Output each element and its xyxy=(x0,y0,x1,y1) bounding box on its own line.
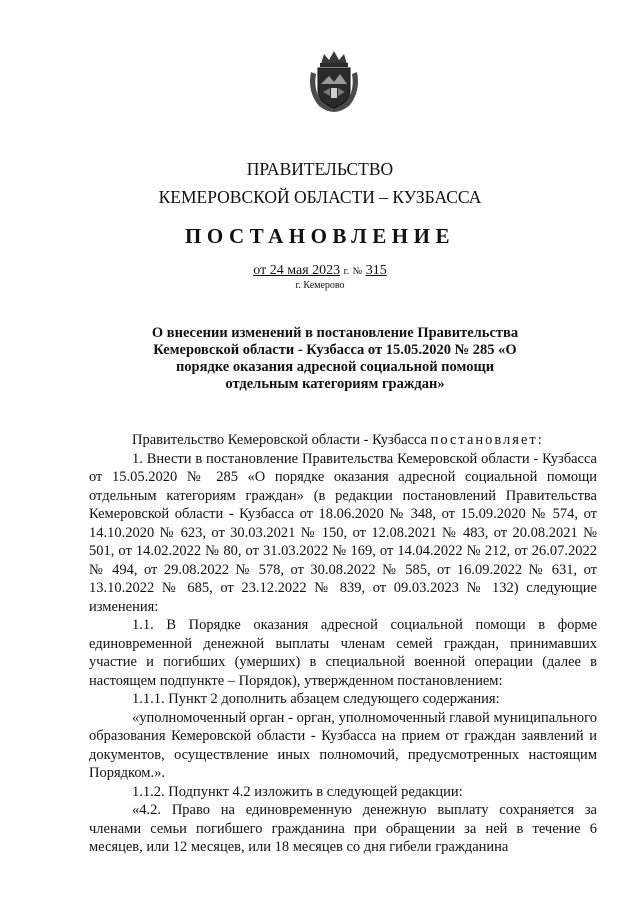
organization-name-line2: КЕМЕРОВСКОЙ ОБЛАСТИ – КУЗБАССА xyxy=(158,187,482,207)
document-city: г. Кемерово xyxy=(295,280,345,291)
document-date-number xyxy=(0,263,640,279)
document-body xyxy=(89,431,597,857)
intro-text: Правительство Кемеровской области - Кузбасса xyxy=(132,432,427,448)
document-title: О внесении изменений в постановление Правительства Кемеровской области - Кузбасса от 15.05.2020 № 285 «О порядке оказания адресной социальной помощи отдельным категориям граждан» xyxy=(151,325,519,392)
intro-verb: постановляет: xyxy=(430,432,544,448)
date-year-suffix: г. xyxy=(343,266,350,277)
paragraph-1-1-2: 1.1.2. Подпункт 4.2 изложить в следующей редакции: xyxy=(132,783,463,800)
paragraph-1-1-1: 1.1.1. Пункт 2 дополнить абзацем следующего содержания: xyxy=(132,691,500,707)
document-date: от 24 мая 2023 xyxy=(253,263,341,278)
coat-of-arms-emblem xyxy=(305,48,363,114)
paragraph-4-2: «4.2. Право на единовременную денежную выплату сохраняется за членами семьи погибшего гражданина при обращении за ней в течение 6 месяцев, или 12 месяцев, или 18 месяцев со дня гибели гражданина xyxy=(89,802,597,855)
paragraph-1-1: 1.1. В Порядке оказания адресной социальной помощи в форме единовременной денежной выплаты членам семей граждан, принимавших участие и погибших (умерших) в специальной военной операции (далее в настоящем подпункте – Порядок), утвержденном постановлением: xyxy=(89,617,597,689)
document-type-heading: ПОСТАНОВЛЕНИЕ xyxy=(185,224,455,248)
number-sign: № xyxy=(352,266,363,277)
coat-of-arms-icon xyxy=(305,48,363,114)
paragraph-1: 1. Внести в постановление Правительства Кемеровской области - Кузбасса от 15.05.2020 № 285 «О порядке оказания адресной социальной помощи отдельным категориям граждан» (в редакции постановлений Правительства Кемеровской области - Кузбасса от 18.06.2020 № 348, от 15.09.2020 № 574, от 14.10.2020 № 623, от 30.03.2021 № 150, от 12.08.2021 № 483, от 20.08.2021 № 501, от 14.02.2022 № 80, от 31.03.2022 № 169, от 14.04.2022 № 212, от 26.07.2022 № 494, от 29.08.2022 № 578, от 30.08.2022 № 585, от 16.09.2022 № 631, от 13.10.2022 № 685, от 23.12.2022 № 839, от 09.03.2023 № 132) следующие изменения: xyxy=(89,450,597,615)
intro-paragraph xyxy=(89,431,597,450)
organization-name-line1: ПРАВИТЕЛЬСТВО xyxy=(246,159,394,179)
paragraph-definition: «уполномоченный орган - орган, уполномоченный главой муниципального образования Кемеровской области - Кузбасса на прием от граждан заявлений и документов, осуществление иных полномочий, предусмотренных настоящим Порядком.». xyxy=(89,709,597,781)
document-number: 315 xyxy=(365,263,387,278)
